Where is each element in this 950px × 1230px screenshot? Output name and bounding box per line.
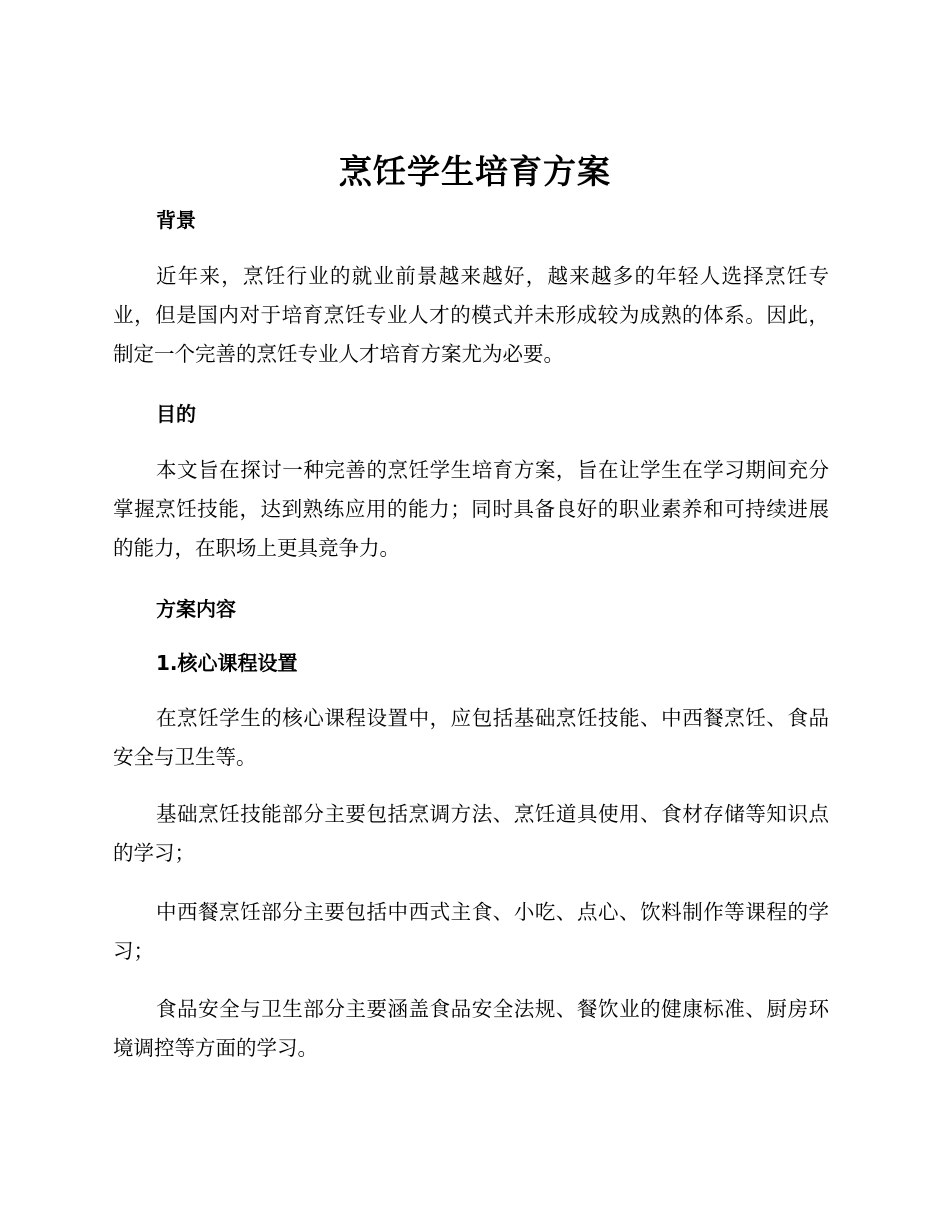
heading-background: 背景 (156, 208, 196, 232)
subheading-core-courses: 1.核心课程设置 (156, 651, 298, 675)
paragraph-chinese-western-cooking: 中西餐烹饪部分主要包括中西式主食、小吃、点心、饮料制作等课程的学习； (113, 900, 829, 963)
heading-plan-content: 方案内容 (156, 597, 236, 621)
paragraph-food-safety: 食品安全与卫生部分主要涵盖食品安全法规、餐饮业的健康标准、厨房环境调控等方面的学习。 (113, 997, 829, 1060)
document-title: 烹饪学生培育方案 (339, 152, 611, 191)
paragraph-core-courses-intro: 在烹饪学生的核心课程设置中，应包括基础烹饪技能、中西餐烹饪、食品安全与卫生等。 (113, 706, 829, 769)
paragraph-background: 近年来，烹饪行业的就业前景越来越好，越来越多的年轻人选择烹饪专业，但是国内对于培育烹饪专业人才的模式并未形成较为成熟的体系。因此，制定一个完善的烹饪专业人才培育方案尤为必要。 (113, 264, 829, 366)
heading-purpose: 目的 (156, 402, 196, 426)
paragraph-basic-skills: 基础烹饪技能部分主要包括烹调方法、烹饪道具使用、食材存储等知识点的学习； (113, 802, 829, 865)
paragraph-purpose: 本文旨在探讨一种完善的烹饪学生培育方案，旨在让学生在学习期间充分掌握烹饪技能，达到熟练应用的能力；同时具备良好的职业素养和可持续进展的能力，在职场上更具竞争力。 (113, 458, 829, 560)
